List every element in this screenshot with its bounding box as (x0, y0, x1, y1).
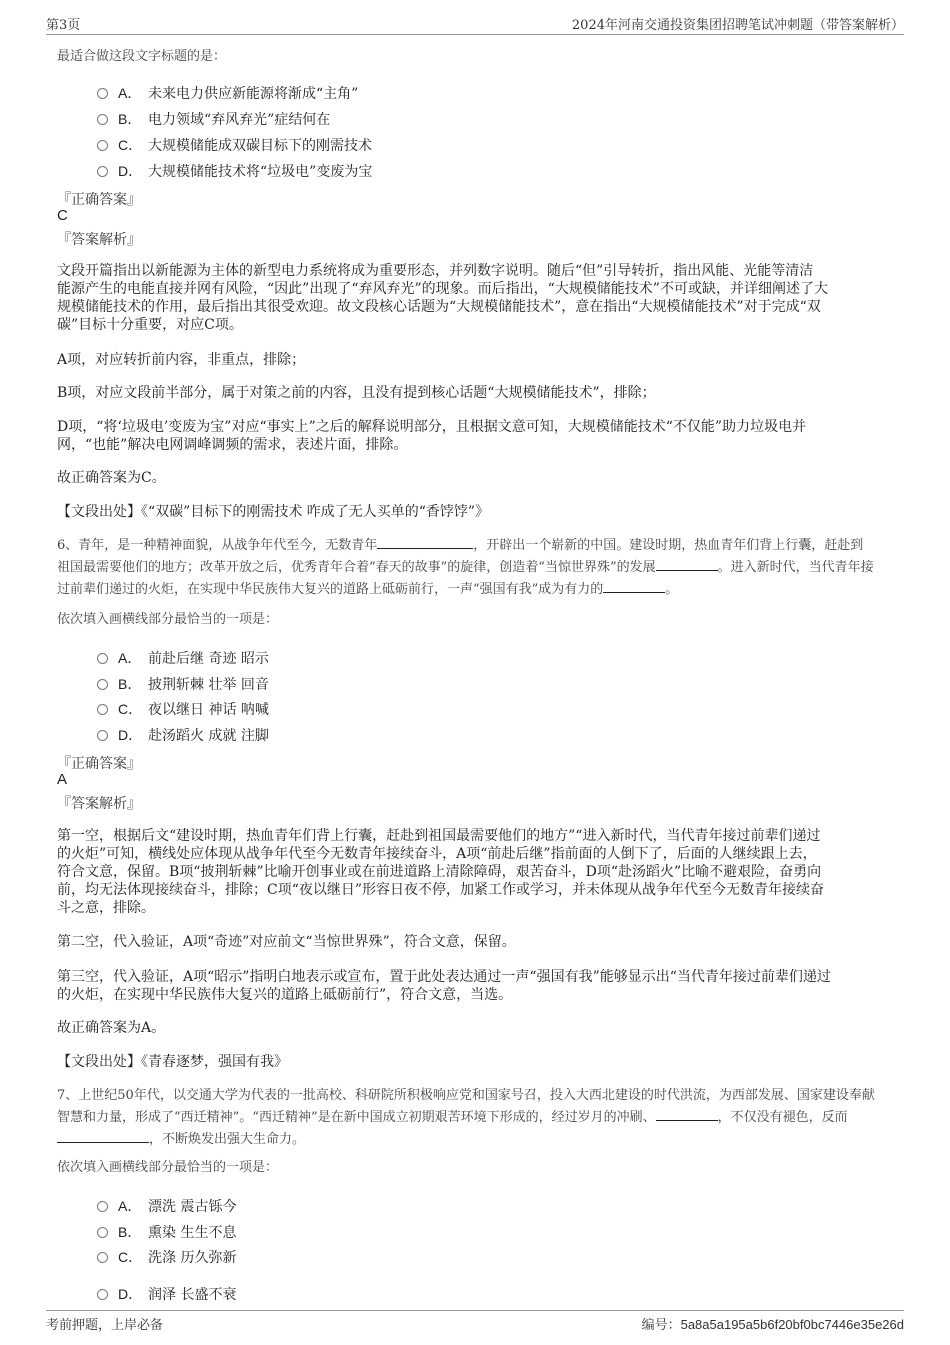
q6-analysis-paragraph-1: 第一空，根据后文“建设时期，热血青年们背上行囊，赶赴到祖国最需要他们的地方”“进入新时代，当代青年接过前辈们递过 的火炬”可知，横线处应体现从战争年代至今无数青年接续奋斗，A项“前赴后继”指前面的人倒下了，后面的人继续跟上去， 符合文意，保留。B项“披荆斩棘”比喻开创事业或在前进道路上清除障碍，艰苦奋斗，D项“赴汤蹈火”比喻不避艰险，奋勇向 前，均无法体现接续奋斗，排除；C项“夜以继日”形容日夜不停，加紧工作或学习，并未体现从战争年代至今无数青年接续奋 斗之意，排除。 (57, 828, 825, 916)
radio-icon[interactable] (97, 1227, 108, 1238)
q6-option-d[interactable]: D． 赴汤蹈火 成就 注脚 (97, 725, 269, 745)
q5-option-a[interactable]: A． 未来电力供应新能源将渐成“主角” (97, 83, 358, 103)
radio-icon[interactable] (97, 1201, 108, 1212)
q7-option-c[interactable]: C． 洗涤 历久弥新 (97, 1247, 236, 1267)
q5-answer: C (57, 207, 68, 224)
radio-icon[interactable] (97, 679, 108, 690)
q6-stem: 6、青年，是一种精神面貌，从战争年代至今，无数青年 ，开辟出一个崭新的中国。建设时期，热血青年们背上行囊，赶赴到 祖国最需要他们的地方；改革开放之后，优秀青年合着“春天的故事”的旋律，创造着“当惊世界殊”的发展 。进入新时代，当代青年接 过前辈们递过的火炬，在实现中华民族伟大复兴的道路上砥砺前行，一声“强国有我”成为有力的 。 (57, 538, 874, 597)
q7-prompt: 依次填入画横线部分最恰当的一项是： (57, 1160, 279, 1175)
radio-icon[interactable] (97, 1289, 108, 1300)
radio-icon[interactable] (97, 140, 108, 151)
q5-option-d[interactable]: D． 大规模储能技术将“垃圾电”变废为宝 (97, 161, 372, 181)
q6-option-c[interactable]: C． 夜以继日 神话 呐喊 (97, 699, 269, 719)
q5-analysis-paragraph-3: B项，对应文段前半部分，属于对策之前的内容，且没有提到核心话题“大规模储能技术”，排除； (57, 385, 656, 401)
blank-line (603, 580, 665, 593)
q6-analysis-paragraph-2: 第二空，代入验证，A项“奇迹”对应前文“当惊世界殊”，符合文意，保留。 (57, 934, 516, 950)
q6-prompt: 依次填入画横线部分最恰当的一项是： (57, 612, 279, 627)
q6-source: 【文段出处】《青春逐梦，强国有我》 (57, 1054, 288, 1070)
q5-analysis-paragraph-2: A项，对应转折前内容，非重点，排除； (57, 352, 306, 368)
q6-analysis-paragraph-3: 第三空，代入验证，A项“昭示”指明白地表示或宣布，置于此处表达通过一声“强国有我”能够显示出“当代青年接过前辈们递过 的火炬，在实现中华民族伟大复兴的道路上砥砺前行”，符合文意，当选。 (57, 969, 831, 1003)
q6-analysis-label: 『答案解析』 (57, 796, 141, 812)
radio-icon[interactable] (97, 704, 108, 715)
q5-stem: 最适合做这段文字标题的是： (57, 49, 227, 64)
q6-option-b[interactable]: B． 披荆斩棘 壮举 回音 (97, 674, 269, 694)
blank-line (656, 558, 718, 571)
q7-option-d[interactable]: D． 润泽 长盛不衰 (97, 1284, 236, 1304)
blank-line (57, 1130, 149, 1143)
radio-icon[interactable] (97, 88, 108, 99)
q6-answer-label: 『正确答案』 (57, 756, 141, 772)
footer-slogan: 考前押题，上岸必备 (46, 1318, 164, 1333)
q7-option-a[interactable]: A． 漂洗 震古铄今 (97, 1196, 236, 1216)
q5-analysis-paragraph-1: 文段开篇指出以新能源为主体的新型电力系统将成为重要形态，并列数字说明。随后“但”引导转折，指出风能、光能等清洁 能源产生的电能直接并网有风险，“因此”出现了“弃风弃光”的现象。而后指出，“大规模储能技术”不可或缺，并详细阐述了大 规模储能技术的作用，最后指出其很受欢迎。故文段核心话题为“大规模储能技术”，意在指出“大规模储能技术”对于完成“双 碳”目标十分重要，对应C项。 (57, 263, 828, 333)
document-title: 2024年河南交通投资集团招聘笔试冲刺题（带答案解析） (571, 18, 904, 33)
radio-icon[interactable] (97, 730, 108, 741)
page-number: 第3页 (46, 18, 81, 33)
q5-option-b[interactable]: B． 电力领域“弃风弃光”症结何在 (97, 109, 330, 129)
radio-icon[interactable] (97, 653, 108, 664)
q5-source: 【文段出处】《“双碳”目标下的刚需技术 咋成了无人买单的“香饽饽”》 (57, 504, 490, 520)
q5-analysis-paragraph-4: D项，“将‘垃圾电’变废为宝”对应“事实上”之后的解释说明部分，且根据文意可知，大规模储能技术“不仅能”助力垃圾电并 网，“也能”解决电网调峰调频的需求，表述片面，排除。 (57, 419, 807, 453)
page-header (46, 14, 904, 35)
radio-icon[interactable] (97, 166, 108, 177)
blank-line (656, 1108, 718, 1121)
page-footer (46, 1310, 904, 1334)
blank-line (377, 536, 473, 549)
q6-answer: A (57, 771, 68, 788)
document-code: 编号：5a8a5a195a5b6f20bf0bc7446e35e26d (641, 1317, 904, 1333)
q5-conclusion: 故正确答案为C。 (57, 470, 166, 486)
q6-option-a[interactable]: A． 前赴后继 奇迹 昭示 (97, 648, 269, 668)
radio-icon[interactable] (97, 1252, 108, 1263)
q7-stem: 7、上世纪50年代，以交通大学为代表的一批高校、科研院所积极响应党和国家号召，投入大西北建设的时代洪流，为西部发展、国家建设奉献 智慧和力量，形成了“西迁精神”。“西迁精神”是在新中国成立初期艰苦环境下形成的，经过岁月的冲刷、 ，不仅没有褪色，反而 ，不断焕发出强大生命力。 (57, 1088, 875, 1147)
q7-option-b[interactable]: B． 熏染 生生不息 (97, 1222, 236, 1242)
q5-analysis-label: 『答案解析』 (57, 232, 141, 248)
q5-answer-label: 『正确答案』 (57, 192, 141, 208)
q6-conclusion: 故正确答案为A。 (57, 1020, 166, 1036)
radio-icon[interactable] (97, 114, 108, 125)
q5-option-c[interactable]: C． 大规模储能成双碳目标下的刚需技术 (97, 135, 372, 155)
